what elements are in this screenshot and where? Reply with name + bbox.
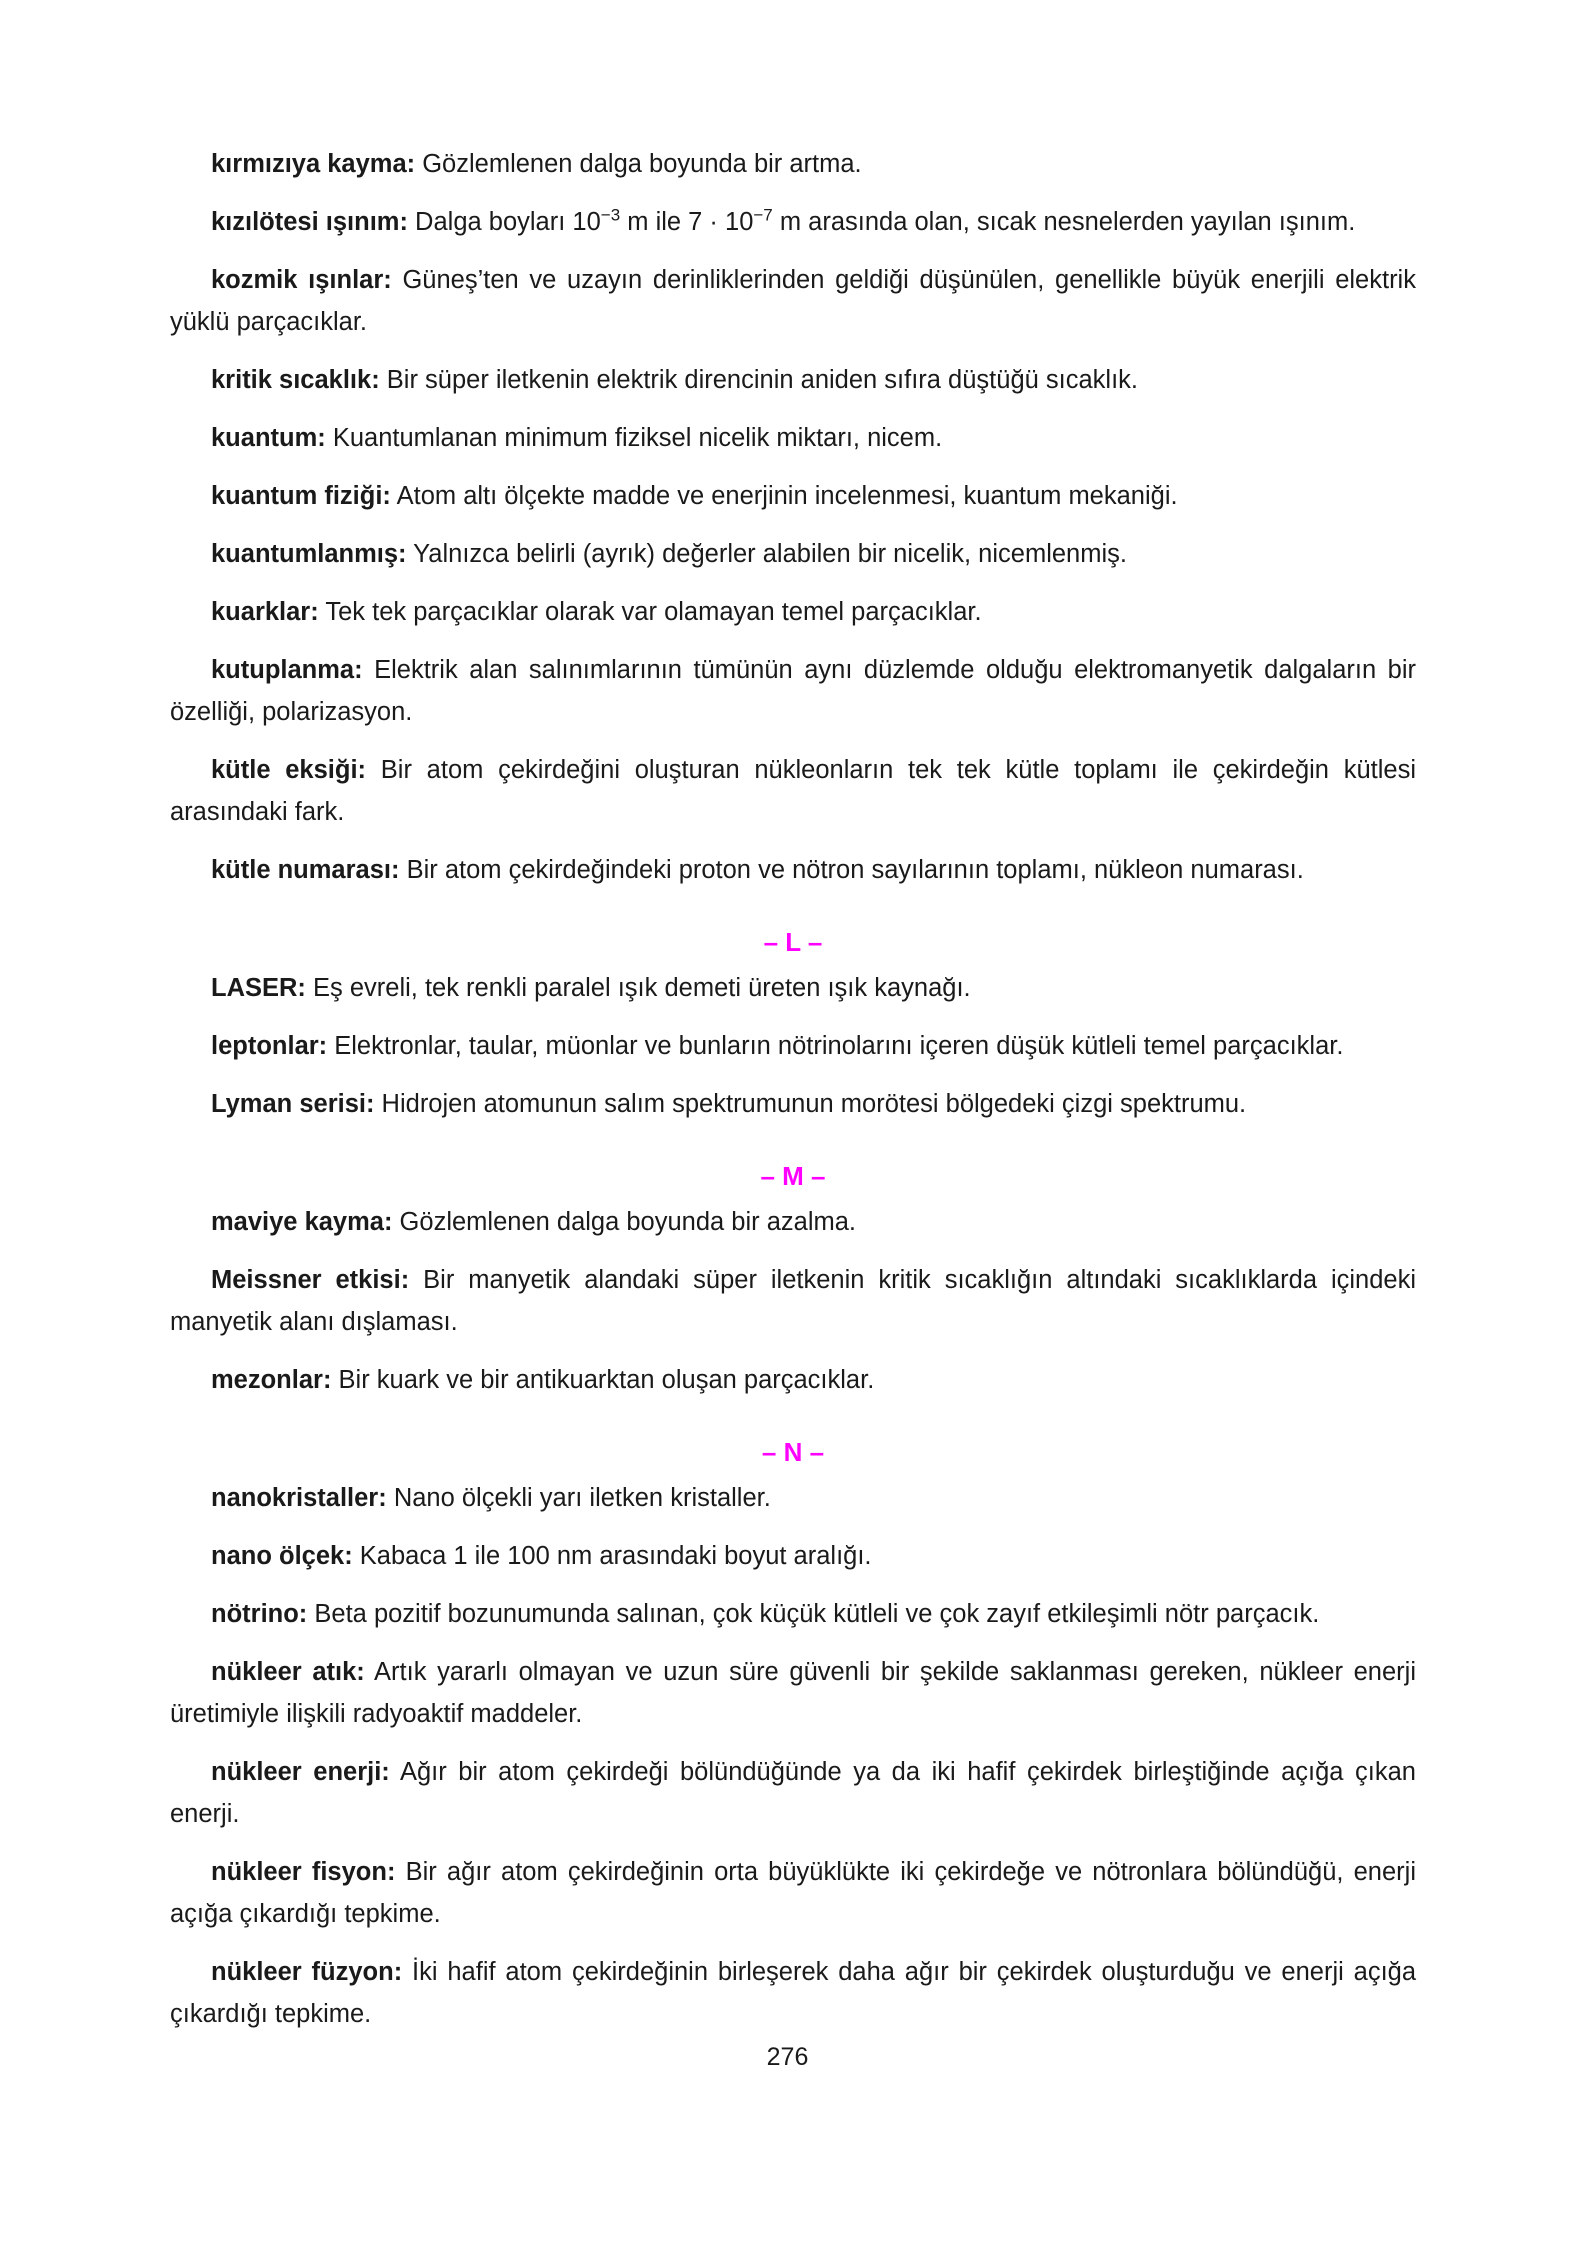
glossary-entry xyxy=(170,1201,1416,1243)
glossary-definition: Gözlemlenen dalga boyunda bir azalma. xyxy=(392,1208,857,1236)
glossary-definition: Güneş’ten ve uzayın derinliklerinden geldiği düşünülen, genellikle büyük enerjili elektrik yüklü parçacıklar. xyxy=(170,266,1416,336)
glossary-term: LASER: xyxy=(211,974,306,1002)
glossary-term: nanokristaller: xyxy=(211,1484,387,1512)
glossary-entry xyxy=(170,1359,1416,1401)
glossary-definition: Hidrojen atomunun salım spektrumunun morötesi bölgedeki çizgi spektrumu. xyxy=(374,1090,1247,1118)
glossary-definition: Elektrik alan salınımlarının tümünün aynı düzlemde olduğu elektromanyetik dalgaların bir özelliği, polarizasyon. xyxy=(170,656,1416,726)
glossary-definition: Gözlemlenen dalga boyunda bir artma. xyxy=(415,150,862,178)
section-header-m: – M – xyxy=(760,1161,826,1191)
glossary-definition: Elektronlar, taular, müonlar ve bunların nötrinolarını içeren düşük kütleli temel parçacıklar. xyxy=(327,1032,1344,1060)
glossary-entry xyxy=(170,1593,1416,1635)
glossary-term: kutuplanma: xyxy=(211,656,363,684)
glossary-section-m xyxy=(170,1201,1416,1401)
glossary-entry xyxy=(170,533,1416,575)
glossary-entry xyxy=(170,201,1416,243)
glossary-entry xyxy=(170,1477,1416,1519)
glossary-definition: Kabaca 1 ile 100 nm arasındaki boyut aralığı. xyxy=(352,1542,872,1570)
glossary-entry xyxy=(170,649,1416,733)
glossary-entry xyxy=(170,475,1416,517)
glossary-section-n xyxy=(170,1477,1416,2035)
glossary-definition: Bir manyetik alandaki süper iletkenin kritik sıcaklığın altındaki sıcaklıklarda içindeki manyetik alanı dışlaması. xyxy=(170,1266,1416,1336)
glossary-term: maviye kayma: xyxy=(211,1208,393,1236)
glossary-definition: Artık yararlı olmayan ve uzun süre güvenli bir şekilde saklanması gereken, nükleer enerji üretimiyle ilişkili radyoaktif maddeler. xyxy=(170,1658,1416,1728)
glossary-term: leptonlar: xyxy=(211,1032,328,1060)
section-header-n: – N – xyxy=(761,1437,825,1467)
glossary-term: kızılötesi ışınım: xyxy=(211,208,408,236)
glossary-term: nötrino: xyxy=(211,1600,308,1628)
glossary-term: kütle eksiği: xyxy=(211,756,367,784)
glossary-definition: Bir ağır atom çekirdeğinin orta büyüklükte iki çekirdeğe ve nötronlara bölündüğü, enerji açığa çıkardığı tepkime. xyxy=(170,1858,1416,1928)
glossary-term: Meissner etkisi: xyxy=(211,1266,410,1294)
glossary-entry xyxy=(170,749,1416,833)
glossary-definition: Bir süper iletkenin elektrik direncinin aniden sıfıra düştüğü sıcaklık. xyxy=(379,366,1138,394)
glossary-entry xyxy=(170,1851,1416,1935)
glossary-definition: Yalnızca belirli (ayrık) değerler alabilen bir nicelik, nicemlenmiş. xyxy=(406,540,1127,568)
exponent: −3 xyxy=(600,205,621,225)
glossary-entry xyxy=(170,1951,1416,2035)
glossary-entry xyxy=(170,1025,1416,1067)
glossary-term: nükleer fisyon: xyxy=(211,1858,396,1886)
glossary-term: kuarklar: xyxy=(211,598,319,626)
glossary-entry xyxy=(170,591,1416,633)
glossary-entry xyxy=(170,849,1416,891)
glossary-definition: Atom altı ölçekte madde ve enerjinin incelenmesi, kuantum mekaniği. xyxy=(390,482,1178,510)
glossary-entry xyxy=(170,1083,1416,1125)
glossary-definition: Bir atom çekirdeğindeki proton ve nötron sayılarının toplamı, nükleon numarası. xyxy=(399,856,1304,884)
glossary-entry xyxy=(170,1259,1416,1343)
glossary-term: kırmızıya kayma: xyxy=(211,150,416,178)
glossary-definition: Bir kuark ve bir antikuarktan oluşan parçacıklar. xyxy=(331,1366,875,1394)
glossary-term: kuantumlanmış: xyxy=(211,540,407,568)
glossary-content xyxy=(170,143,1416,2051)
definition-text: Dalga boyları 10 xyxy=(407,208,601,236)
glossary-definition: Nano ölçekli yarı iletken kristaller. xyxy=(386,1484,771,1512)
glossary-entry xyxy=(170,259,1416,343)
definition-text: m arasında olan, sıcak nesnelerden yayılan ışınım. xyxy=(772,208,1356,236)
glossary-definition: Eş evreli, tek renkli paralel ışık demeti üreten ışık kaynağı. xyxy=(305,974,971,1002)
glossary-definition: İki hafif atom çekirdeğinin birleşerek daha ağır bir çekirdek oluşturduğu ve enerji açığa çıkardığı tepkime. xyxy=(170,1958,1417,2028)
glossary-definition: Kuantumlanan minimum fiziksel nicelik miktarı, nicem. xyxy=(325,424,943,452)
glossary-term: kuantum fiziği: xyxy=(211,482,391,510)
glossary-term: nükleer atık: xyxy=(211,1658,365,1686)
glossary-term: kozmik ışınlar: xyxy=(211,266,392,294)
glossary-entry xyxy=(170,1751,1416,1835)
glossary-entry xyxy=(170,1651,1416,1735)
glossary-term: mezonlar: xyxy=(211,1366,332,1394)
glossary-definition: Tek tek parçacıklar olarak var olamayan temel parçacıklar. xyxy=(318,598,982,626)
glossary-entry xyxy=(170,359,1416,401)
glossary-entry xyxy=(170,967,1416,1009)
glossary-definition: Ağır bir atom çekirdeği bölündüğünde ya da iki hafif çekirdek birleştiğinde açığa çıkan enerji. xyxy=(170,1758,1416,1828)
glossary-term: Lyman serisi: xyxy=(211,1090,375,1118)
page-number: 276 xyxy=(766,2043,809,2071)
glossary-term: nükleer enerji: xyxy=(211,1758,390,1786)
glossary-term: nano ölçek: xyxy=(211,1542,353,1570)
glossary-definition: Beta pozitif bozunumunda salınan, çok küçük kütleli ve çok zayıf etkileşimli nötr parçacık. xyxy=(307,1600,1320,1628)
glossary-entry xyxy=(170,143,1416,185)
glossary-term: kütle numarası: xyxy=(211,856,400,884)
exponent: −7 xyxy=(753,205,773,225)
glossary-entry xyxy=(170,1535,1416,1577)
definition-text: m ile 7 · 10 xyxy=(620,208,754,236)
glossary-definition: Bir atom çekirdeğini oluşturan nükleonların tek tek kütle toplamı ile çekirdeğin kütlesi arasındaki fark. xyxy=(170,756,1416,826)
glossary-section-l xyxy=(170,967,1416,1125)
section-header-l: – L – xyxy=(763,927,823,957)
glossary-section-k xyxy=(170,143,1416,891)
glossary-term: kuantum: xyxy=(211,424,326,452)
glossary-term: kritik sıcaklık: xyxy=(211,366,380,394)
glossary-term: nükleer füzyon: xyxy=(211,1958,403,1986)
glossary-entry xyxy=(170,417,1416,459)
